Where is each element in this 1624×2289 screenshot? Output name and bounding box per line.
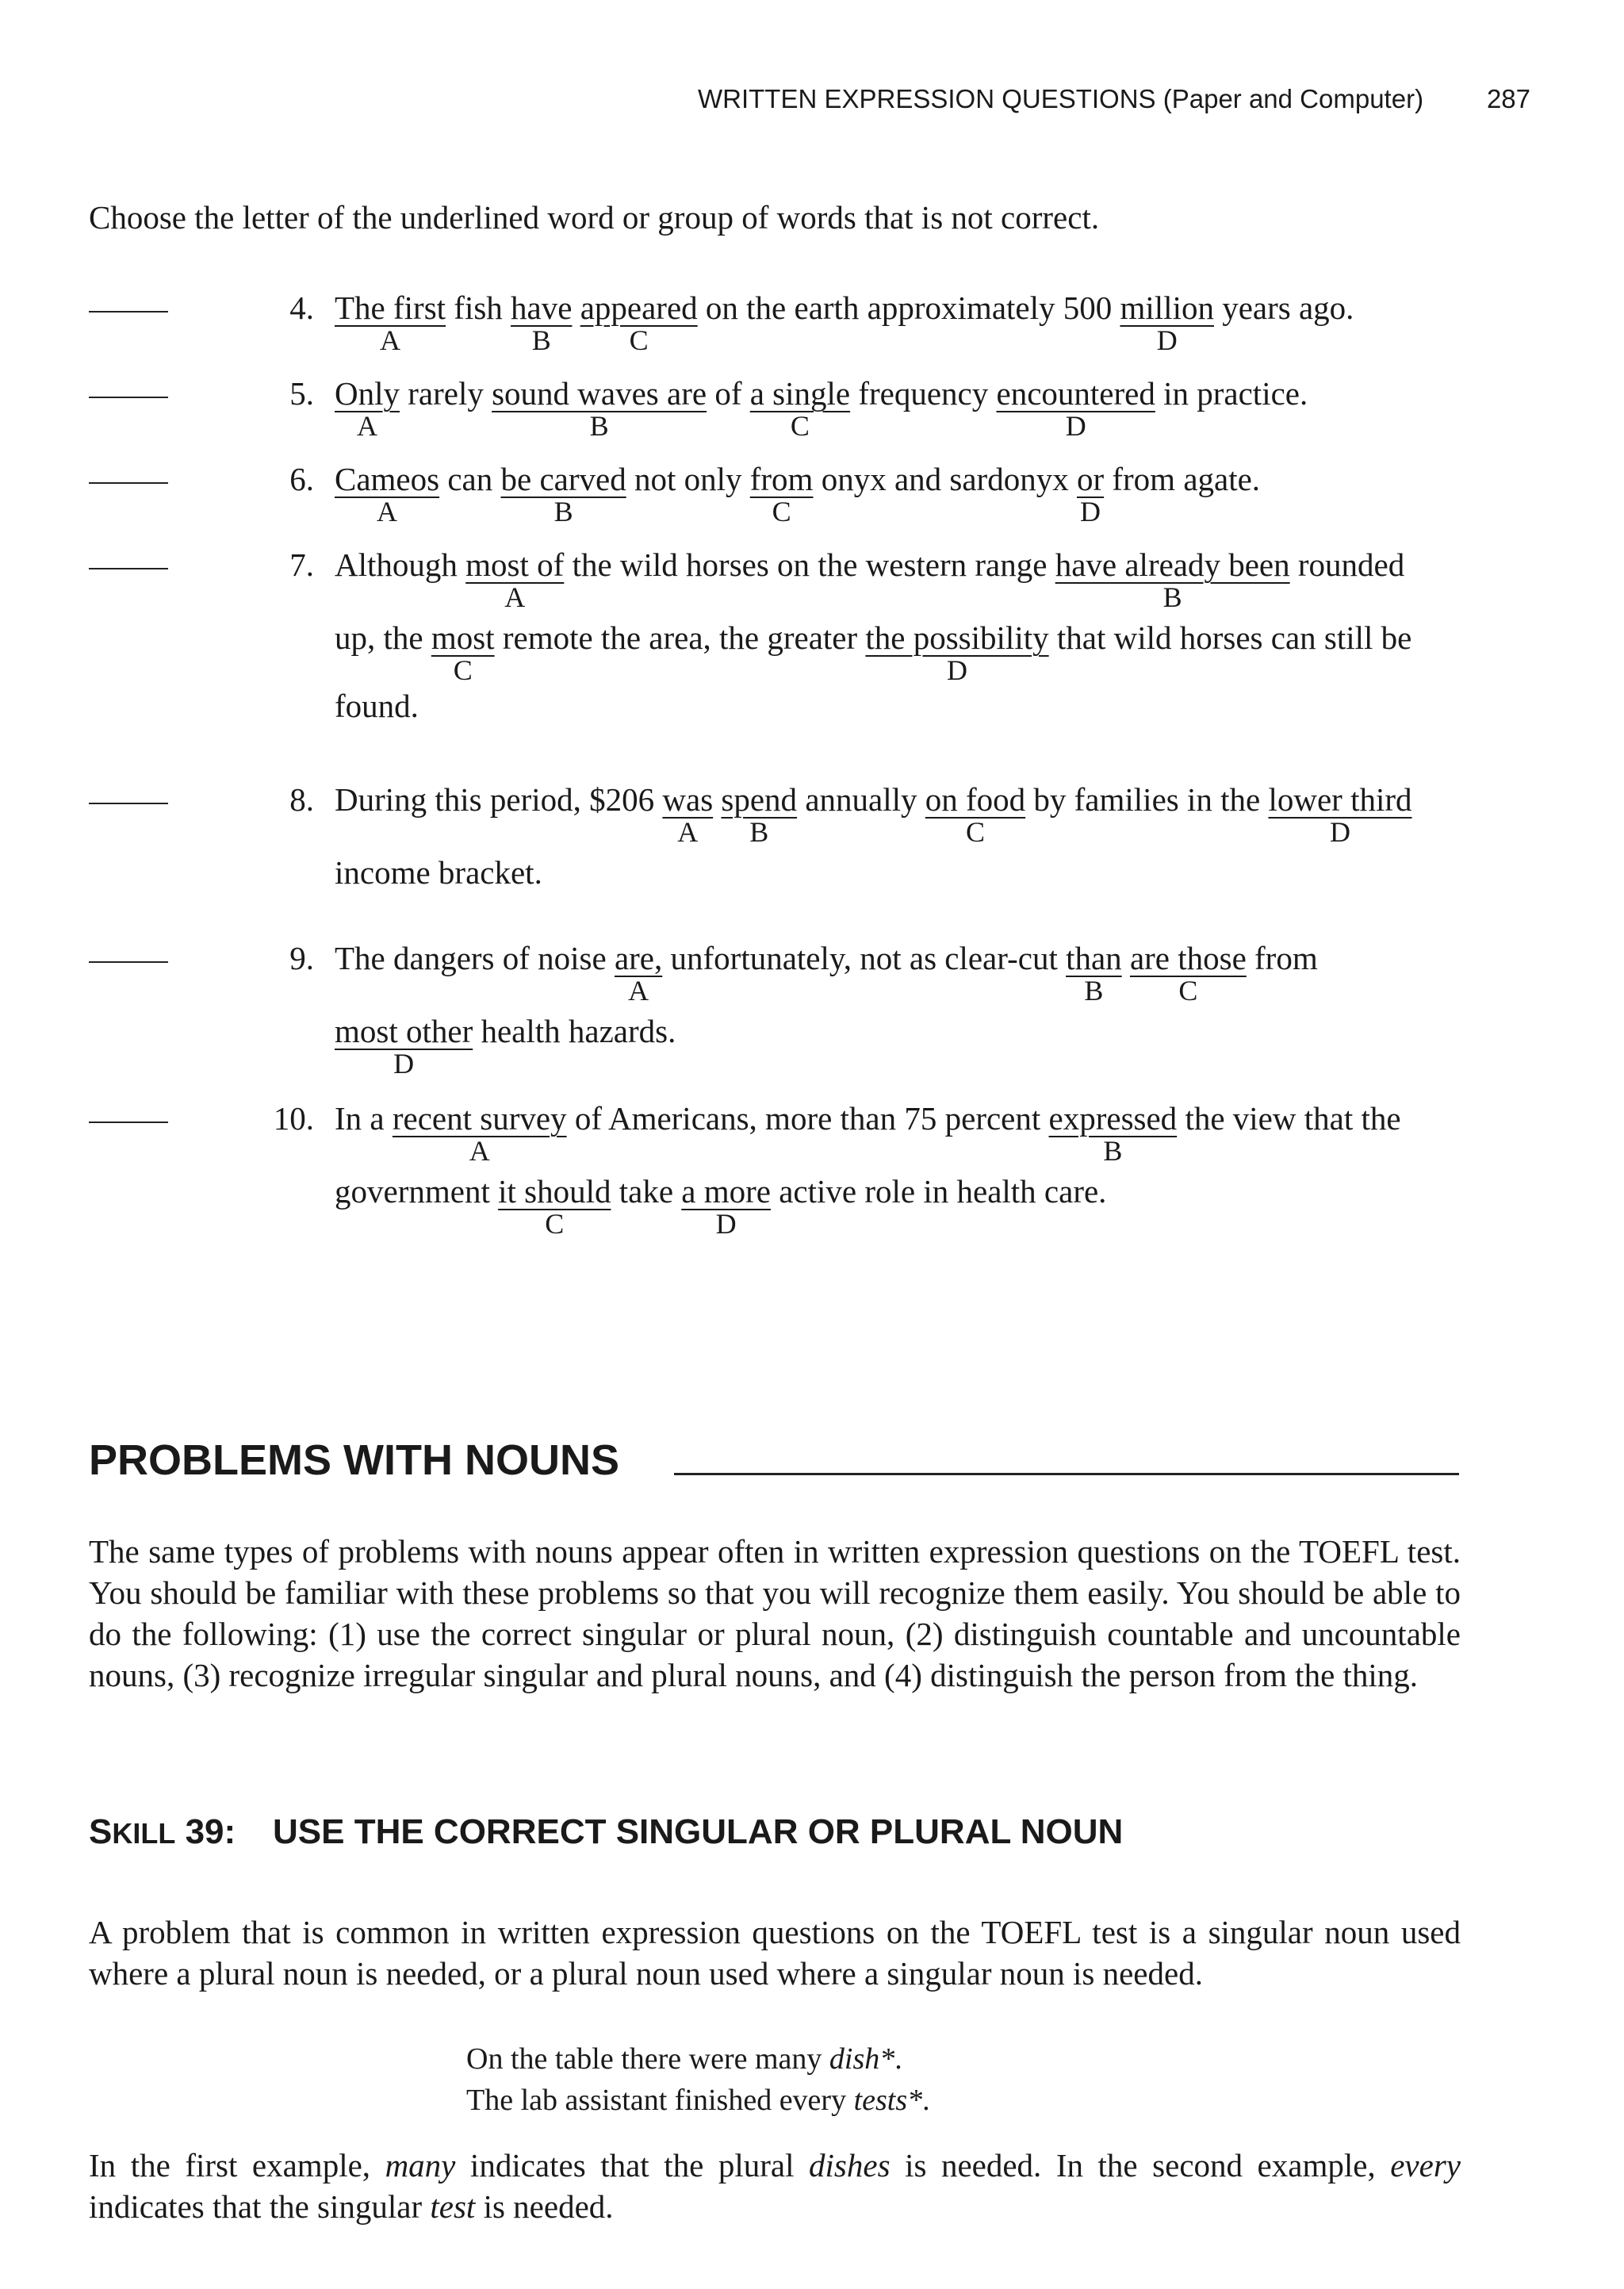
option-c: most C xyxy=(431,619,495,686)
option-c: appeared C xyxy=(580,289,698,356)
option-c: a single C xyxy=(749,375,851,442)
section-intro-paragraph: The same types of problems with nouns appear often in written expression questions on the TOEFL test. You should be familiar with these problems so that you will recognize them easily. You should be able to do the following: (1) use the correct singular or plural noun, (2) distinguish countable and uncountable nouns, (3) recognize irregular singular and plural nouns, and (4) distinguish the person from the thing. xyxy=(89,1533,1461,1693)
option-a: The first A xyxy=(335,289,446,356)
option-b: have B xyxy=(511,289,573,356)
question-number: 10. xyxy=(273,1100,314,1137)
skill-paragraph: A problem that is common in written expression questions on the TOEFL test is a singular noun used where a plural noun is needed, or a plural noun used where a singular noun is needed. xyxy=(89,1914,1461,1992)
section-heading: PROBLEMS WITH NOUNS xyxy=(89,1436,619,1484)
option-d: lower third D xyxy=(1268,781,1412,848)
option-b: be carved B xyxy=(500,461,626,527)
question-number: 7. xyxy=(289,546,314,583)
option-b: sound waves are B xyxy=(492,375,707,442)
option-d: encountered D xyxy=(996,375,1155,442)
option-c: it should C xyxy=(498,1173,611,1240)
question-number: 5. xyxy=(289,375,314,412)
option-d: million D xyxy=(1120,289,1214,356)
skill-heading: SKILL 39: USE THE CORRECT SINGULAR OR PLURAL NOUN xyxy=(89,1812,1124,1851)
answer-blank[interactable] xyxy=(89,803,168,804)
answer-blank[interactable] xyxy=(89,311,168,312)
option-a: Cameos A xyxy=(335,461,440,527)
example-2: The lab assistant finished every tests*. xyxy=(466,2084,930,2117)
option-d: the possibility D xyxy=(865,619,1049,686)
answer-blank[interactable] xyxy=(89,482,168,484)
option-c: from C xyxy=(749,461,814,527)
option-a: was A xyxy=(662,781,714,848)
option-a: recent survey A xyxy=(392,1100,567,1167)
example-1: On the table there were many dish*. xyxy=(466,2042,902,2076)
option-a: most of A xyxy=(465,546,565,613)
option-c: are those C xyxy=(1129,940,1247,1006)
option-d: a more D xyxy=(681,1173,771,1240)
option-b: spend B xyxy=(721,781,798,848)
option-a: Only A xyxy=(335,375,400,442)
skill-title: USE THE CORRECT SINGULAR OR PLURAL NOUN xyxy=(273,1812,1124,1851)
page-number: 287 xyxy=(1486,84,1530,113)
answer-blank[interactable] xyxy=(89,961,168,963)
instructions: Choose the letter of the underlined word or group of words that is not correct. xyxy=(89,199,1100,236)
option-b: than B xyxy=(1066,940,1122,1006)
question-number: 6. xyxy=(289,461,314,497)
option-d: most other D xyxy=(335,1013,473,1079)
question-number: 8. xyxy=(289,781,314,818)
heading-rule xyxy=(674,1473,1459,1475)
closing-paragraph: In the first example, many indicates that the plural dishes is needed. In the second example, every indicates that the singular test is needed. xyxy=(89,2147,1461,2225)
option-b: have already been B xyxy=(1055,546,1290,613)
question-number: 4. xyxy=(289,289,314,326)
option-c: on food C xyxy=(925,781,1026,848)
option-a: are, A xyxy=(614,940,663,1006)
question-number: 9. xyxy=(289,940,314,976)
answer-blank[interactable] xyxy=(89,1121,168,1123)
running-header: WRITTEN EXPRESSION QUESTIONS (Paper and Computer) xyxy=(698,84,1424,113)
answer-blank[interactable] xyxy=(89,568,168,569)
answer-blank[interactable] xyxy=(89,397,168,398)
option-b: expressed B xyxy=(1048,1100,1178,1167)
option-d: or D xyxy=(1076,461,1105,527)
